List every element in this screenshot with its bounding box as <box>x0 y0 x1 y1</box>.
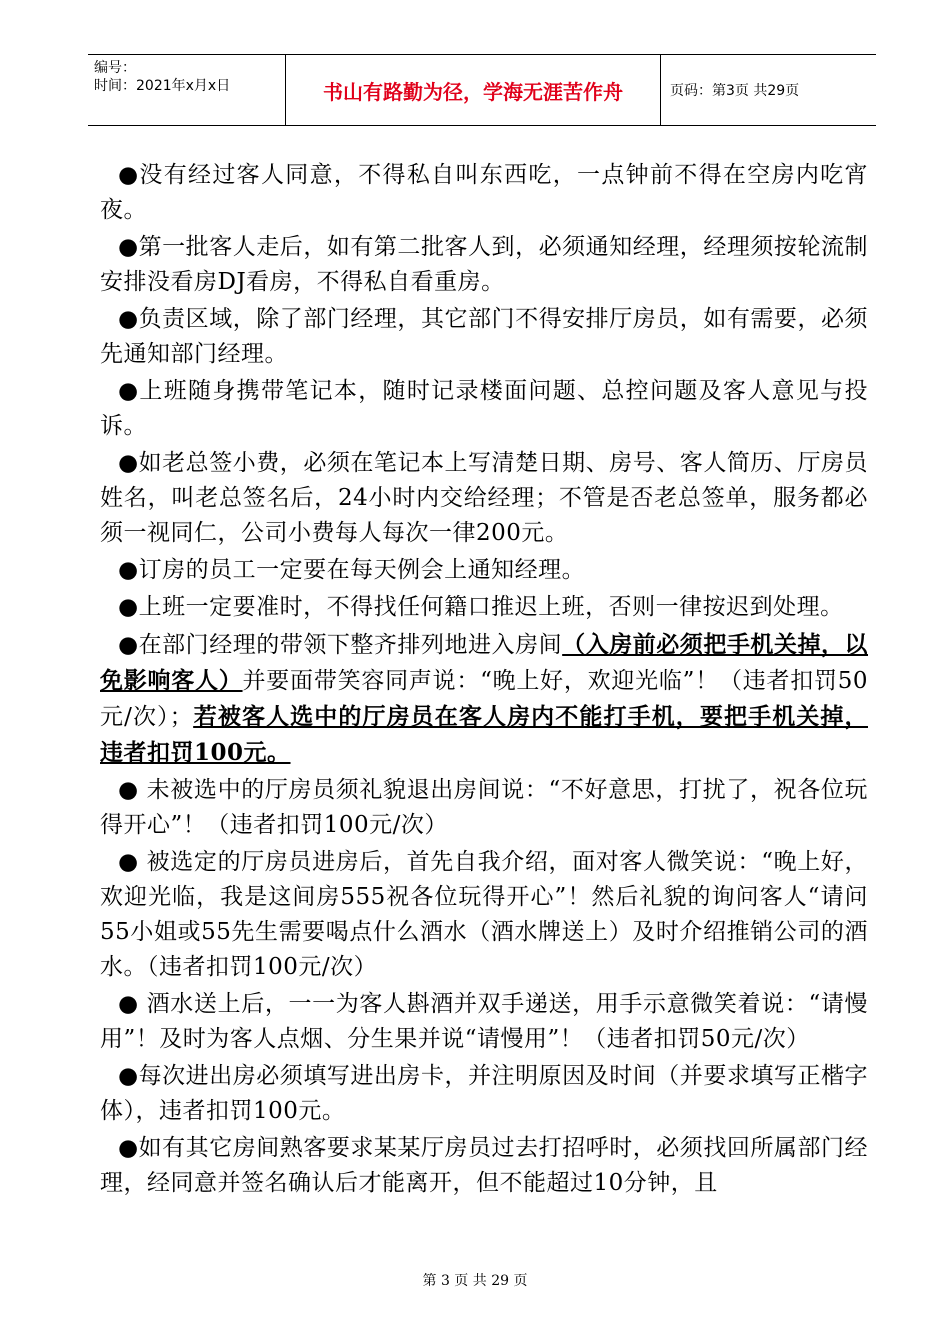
bullet-icon: ● <box>118 1063 139 1089</box>
paragraph: ●上班随身携带笔记本，随时记录楼面问题、总控问题及客人意见与投诉。 <box>100 378 868 439</box>
paragraph-segment: 在部门经理的带领下整齐排列地进入房间 <box>138 632 563 658</box>
header-page-number: 页码：第3页 共29页 <box>670 83 800 99</box>
bullet-icon: ● <box>118 1135 139 1161</box>
header-meta <box>88 55 286 125</box>
bullet-icon: ● <box>118 991 139 1017</box>
document-number-label: 编号： <box>94 60 136 76</box>
paragraph: ● 未被选中的厅房员须礼貌退出房间说：“不好意思，打扰了，祝各位玩得开心”！（违者扣罚100元/次） <box>100 777 868 838</box>
paragraph: ●第一批客人走后，如有第二批客人到，必须通知经理，经理须按轮流制安排没看房DJ看房，不得私自看重房。 <box>100 234 869 295</box>
paragraph: ●上班一定要准时，不得找任何籍口推迟上班，否则一律按迟到处理。 <box>118 594 844 620</box>
bullet-icon: ● <box>118 162 140 188</box>
paragraph: ●如老总签小费，必须在笔记本上写清楚日期、房号、客人简历、厅房员姓名，叫老总签名后，24小时内交给经理；不管是否老总签单，服务都必须一视同仁，公司小费每人每次一律200元。 <box>100 450 869 546</box>
header-motto: 书山有路勤为径，学海无涯苦作舟 <box>286 55 661 125</box>
document-body <box>100 158 868 1203</box>
bullet-icon: ● <box>118 306 139 332</box>
paragraph: ●订房的员工一定要在每天例会上通知经理。 <box>118 557 586 583</box>
bullet-icon: ● <box>118 378 140 404</box>
paragraph: ●每次进出房必须填写进出房卡，并注明原因及时间（并要求填写正楷字体），违者扣罚100元。 <box>100 1063 869 1124</box>
bullet-icon: ● <box>118 234 139 260</box>
paragraph-segment: 并要面带笑容同声说：“晚上好，欢迎光临”！（违者扣罚50元/次）； <box>100 668 868 730</box>
bullet-icon: ● <box>118 594 139 620</box>
bullet-icon: ● <box>118 557 139 583</box>
paragraph: ● 被选定的厅房员进房后，首先自我介绍，面对客人微笑说：“晚上好，欢迎光临，我是这间房555祝各位玩得开心”！然后礼貌的询问客人“请问55小姐或55先生需要喝点什么酒水（酒水牌送上）及时介绍推销公司的酒水。（违者扣罚100元/次） <box>100 849 868 980</box>
paragraph: ●没有经过客人同意，不得私自叫东西吃，一点钟前不得在空房内吃宵夜。 <box>100 162 868 223</box>
document-date: 时间：2021年x月x日 <box>94 78 231 94</box>
paragraph-mixed-emphasis <box>100 627 868 771</box>
bullet-icon: ● <box>118 777 139 803</box>
bullet-icon: ● <box>118 632 139 658</box>
page-footer: 第 3 页 共 29 页 <box>422 1273 528 1289</box>
bullet-icon: ● <box>118 849 139 875</box>
emphasized-segment: 若被客人选中的厅房员在客人房内不能打手机，要把手机关掉，违者扣罚100元。 <box>100 703 868 766</box>
paragraph: ●负责区域，除了部门经理，其它部门不得安排厅房员，如有需要，必须先通知部门经理。 <box>100 306 869 367</box>
emphasized-segment: （入房前必须把手机关掉，以免影响客人） <box>100 631 869 694</box>
paragraph: ●如有其它房间熟客要求某某厅房员过去打招呼时，必须找回所属部门经理，经同意并签名确认后才能离开，但不能超过10分钟，且 <box>100 1135 869 1196</box>
paragraph: ● 酒水送上后，一一为客人斟酒并双手递送，用手示意微笑着说：“请慢用”！及时为客人点烟、分生果并说“请慢用”！（违者扣罚50元/次） <box>100 991 868 1052</box>
page-header <box>88 54 876 126</box>
bullet-icon: ● <box>118 450 139 476</box>
